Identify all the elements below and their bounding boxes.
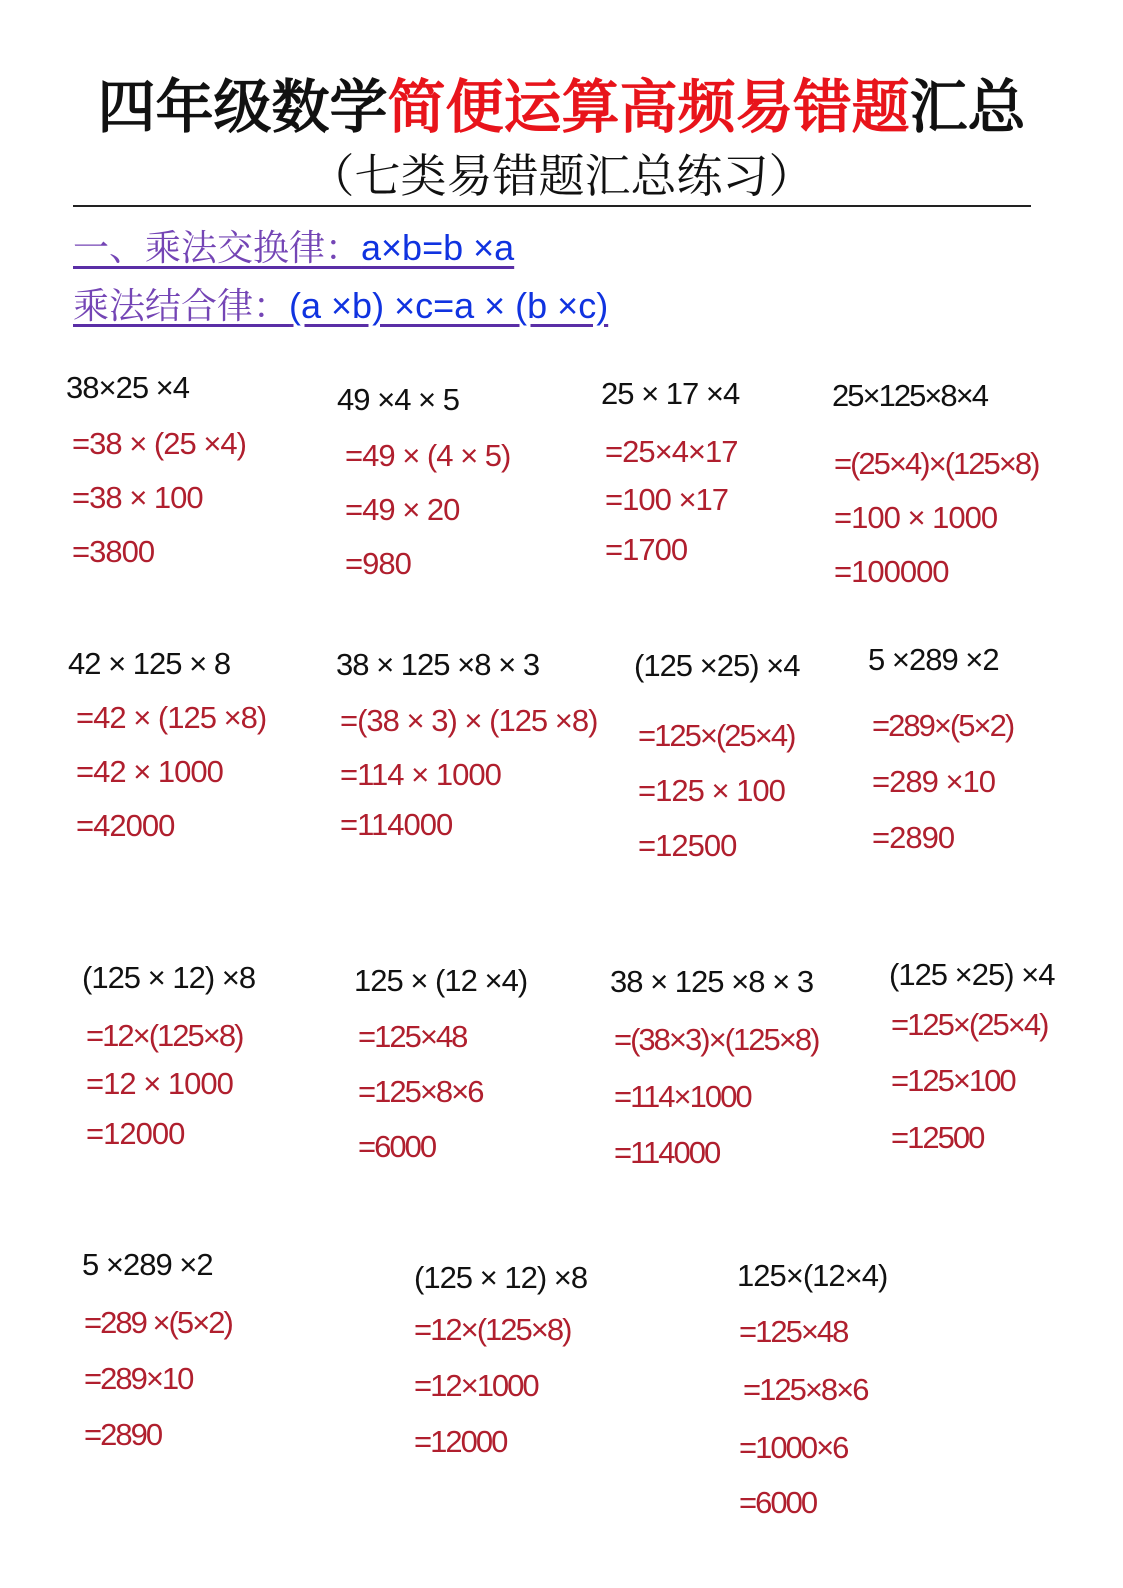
solution-step: =125 × 100 (638, 773, 785, 808)
problem-6 (336, 645, 597, 845)
solution-step: =289 ×(5×2) (84, 1305, 232, 1340)
solution-step: =25×4×17 (605, 434, 738, 469)
problem-5 (68, 644, 266, 846)
problem-2 (337, 380, 510, 584)
law-formula: a×b=b ×a (361, 227, 515, 268)
solution-step: =125×100 (891, 1063, 1015, 1098)
problem-12 (889, 955, 1055, 1158)
solution-step: =125×8×6 (743, 1372, 868, 1407)
solution-step: =42000 (76, 808, 175, 843)
problem-8 (868, 640, 1013, 858)
solution-step: =114×1000 (614, 1079, 751, 1114)
problem-question: 38 × 125 ×8 × 3 (610, 964, 814, 999)
solution-step: =125×(25×4) (638, 718, 795, 753)
solution-step: =2890 (872, 820, 955, 855)
problem-question: 38×25 ×4 (66, 370, 190, 405)
law-commutative (73, 226, 514, 271)
solution-step: =2890 (84, 1417, 162, 1452)
solution-step: =12000 (414, 1424, 507, 1459)
problem-question: 42 × 125 × 8 (68, 646, 231, 681)
solution-step: =12×1000 (414, 1368, 538, 1403)
problem-question: 25×125×8×4 (832, 378, 987, 413)
title-black-start: 四年级数学 (97, 73, 388, 141)
problem-1 (66, 368, 246, 572)
problem-question: 38 × 125 ×8 × 3 (336, 647, 540, 682)
solution-step: =3800 (72, 534, 155, 569)
solution-step: =114000 (614, 1135, 720, 1170)
solution-step: =42 × 1000 (76, 754, 223, 789)
law-formula: (a ×b) ×c=a × (b ×c) (289, 285, 609, 326)
solution-step: =12 × 1000 (86, 1066, 233, 1101)
problem-question: 125×(12×4) (737, 1258, 888, 1293)
problem-13 (82, 1245, 232, 1455)
solution-step: =12500 (891, 1120, 984, 1155)
solution-step: =38 × 100 (72, 480, 203, 515)
solution-step: =289×10 (84, 1361, 193, 1396)
solution-step: =49 × (4 × 5) (345, 438, 511, 473)
header-divider (73, 205, 1031, 207)
problem-9 (82, 958, 255, 1154)
law-name: 乘法结合律： (73, 286, 290, 327)
problem-question: (125 ×25) ×4 (889, 957, 1055, 992)
solution-step: =125×48 (739, 1314, 848, 1349)
title-red-highlight: 简便运算高频易错题 (387, 73, 910, 141)
law-associative (73, 284, 608, 329)
solution-step: =49 × 20 (345, 492, 460, 527)
problem-3 (601, 374, 739, 570)
problem-15 (737, 1256, 887, 1523)
solution-step: =289 ×10 (872, 764, 996, 799)
solution-step: =125×8×6 (358, 1074, 483, 1109)
problem-question: 5 ×289 ×2 (82, 1247, 213, 1282)
solution-step: =100 × 1000 (834, 500, 998, 535)
title-black-end: 汇总 (909, 73, 1026, 141)
solution-step: =12×(125×8) (86, 1018, 243, 1053)
problem-10 (354, 961, 527, 1167)
solution-step: =(38 × 3) × (125 ×8) (340, 703, 598, 738)
problem-11 (610, 962, 818, 1173)
problem-question: (125 ×25) ×4 (634, 648, 800, 683)
solution-step: =(25×4)×(125×8) (834, 446, 1039, 481)
solution-step: =980 (345, 546, 411, 581)
law-name: 一、乘法交换律： (73, 228, 362, 269)
problem-question: (125 × 12) ×8 (82, 960, 256, 995)
problem-question: 25 × 17 ×4 (601, 376, 740, 411)
solution-step: =125×(25×4) (891, 1007, 1048, 1042)
solution-step: =6000 (358, 1129, 436, 1164)
problem-7 (634, 646, 800, 866)
problem-14 (414, 1258, 587, 1462)
solution-step: =100000 (834, 554, 949, 589)
solution-step: =1000×6 (739, 1430, 848, 1465)
solution-step: =42 × (125 ×8) (76, 700, 267, 735)
page-subtitle: （七类易错题汇总练习） (308, 149, 815, 203)
problem-question: (125 × 12) ×8 (414, 1260, 588, 1295)
solution-step: =125×48 (358, 1019, 467, 1054)
solution-step: =12000 (86, 1116, 185, 1151)
problem-question: 125 × (12 ×4) (354, 963, 528, 998)
problem-4 (832, 376, 1038, 592)
solution-step: =12×(125×8) (414, 1312, 571, 1347)
problem-question: 49 ×4 × 5 (337, 382, 460, 417)
solution-step: =289×(5×2) (872, 708, 1014, 743)
solution-step: =6000 (739, 1485, 817, 1520)
solution-step: =12500 (638, 828, 737, 863)
solution-step: =114 × 1000 (340, 757, 501, 792)
solution-step: =1700 (605, 532, 688, 567)
problem-question: 5 ×289 ×2 (868, 642, 999, 677)
solution-step: =38 × (25 ×4) (72, 426, 246, 461)
solution-step: =100 ×17 (605, 482, 729, 517)
solution-step: =(38×3)×(125×8) (614, 1022, 819, 1057)
page-title (0, 72, 1123, 142)
solution-step: =114000 (340, 807, 453, 842)
